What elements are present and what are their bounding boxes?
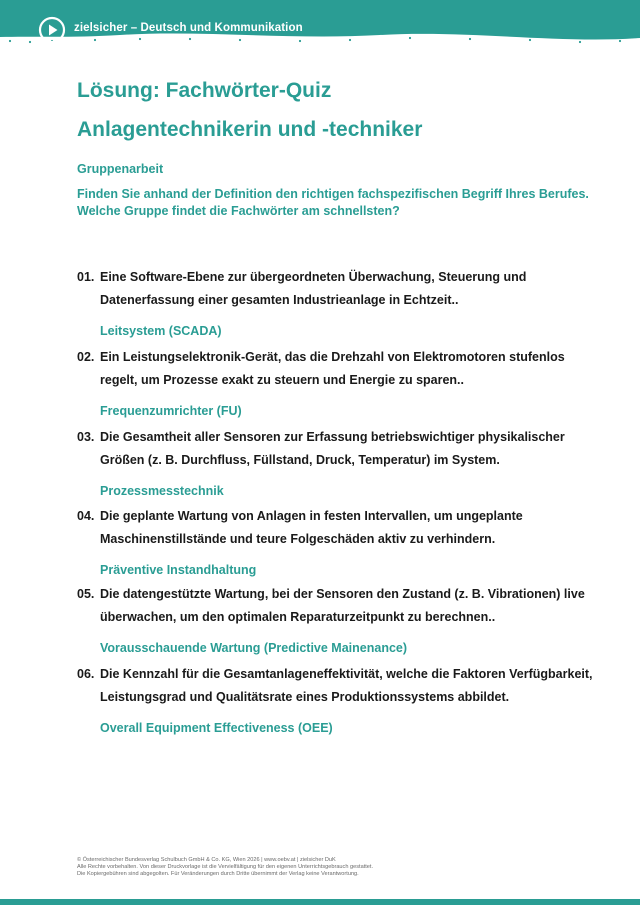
brand-title: zielsicher – Deutsch und Kommunikation [74, 22, 303, 34]
item-question: Die datengestützte Wartung, bei der Sensoren den Zustand (z. B. Vibrationen) live überwachen, um den optimalen Reparaturzeitpunkt zu berechnen.. [100, 587, 585, 624]
footer-line: Die Kopiergebühren sind abgegolten. Für Veränderungen durch Dritte übernimmt der Verlag keine Verantwortung. [77, 871, 359, 877]
quiz-item-4 [77, 505, 597, 578]
item-question: Eine Software-Ebene zur übergeordneten Überwachung, Steuerung und Datenerfassung einer gesamten Industrieanlage in Echtzeit.. [100, 270, 527, 307]
quiz-item-3 [77, 426, 597, 499]
item-number: 05. [77, 587, 95, 601]
item-answer: Präventive Instandhaltung [100, 563, 257, 577]
item-number: 03. [77, 430, 95, 444]
bottom-strip [0, 899, 640, 905]
quiz-item-1 [77, 266, 597, 339]
item-answer: Frequenzumrichter (FU) [100, 404, 242, 418]
item-question: Ein Leistungselektronik-Gerät, das die Drehzahl von Elektromotoren stufenlos regelt, um Prozesse exakt zu steuern und Energie zu sparen.. [100, 350, 565, 387]
footer-copyright [77, 857, 497, 878]
item-number: 06. [77, 667, 95, 681]
item-answer: Prozessmesstechnik [100, 484, 224, 498]
page-title: Lösung: Fachwörter-Quiz [77, 79, 332, 102]
group-label: Gruppenarbeit [77, 162, 164, 176]
item-question: Die geplante Wartung von Anlagen in festen Intervallen, um ungeplante Maschinenstillstände und teure Folgeschäden aktiv zu verhindern. [100, 509, 523, 546]
item-answer: Leitsystem (SCADA) [100, 324, 222, 338]
instructions: Finden Sie anhand der Definition den richtigen fachspezifischen Begriff Ihres Berufes. Welche Gruppe findet die Fachwörter am schnellsten? [77, 187, 589, 218]
play-icon [38, 16, 66, 44]
item-number: 02. [77, 350, 95, 364]
quiz-item-6 [77, 663, 597, 736]
item-answer: Vorausschauende Wartung (Predictive Mainenance) [100, 641, 408, 655]
item-number: 04. [77, 509, 95, 523]
item-answer: Overall Equipment Effectiveness (OEE) [100, 721, 333, 735]
item-question: Die Kennzahl für die Gesamtanlageneffektivität, welche die Faktoren Verfügbarkeit, Leistungsgrad und Qualitätsrate eines Produktionssystems abbildet. [100, 667, 593, 704]
quiz-item-2 [77, 346, 597, 419]
footer-line: © Österreichischer Bundesverlag Schulbuch GmbH & Co. KG, Wien 2026 | www.oebv.at | zielsicher DuK [77, 857, 336, 863]
quiz-item-5 [77, 583, 597, 656]
footer-line: Alle Rechte vorbehalten. Von dieser Druckvorlage ist die Vervielfältigung für den eigenen Unterrichtsgebrauch gestattet. [77, 864, 374, 870]
item-number: 01. [77, 270, 95, 284]
header-banner [0, 0, 640, 46]
item-question: Die Gesamtheit aller Sensoren zur Erfassung betriebswichtiger physikalischer Größen (z. B. Durchfluss, Füllstand, Druck, Temperatur) im System. [100, 430, 565, 467]
page-subtitle: Anlagentechnikerin und -techniker [77, 118, 423, 141]
